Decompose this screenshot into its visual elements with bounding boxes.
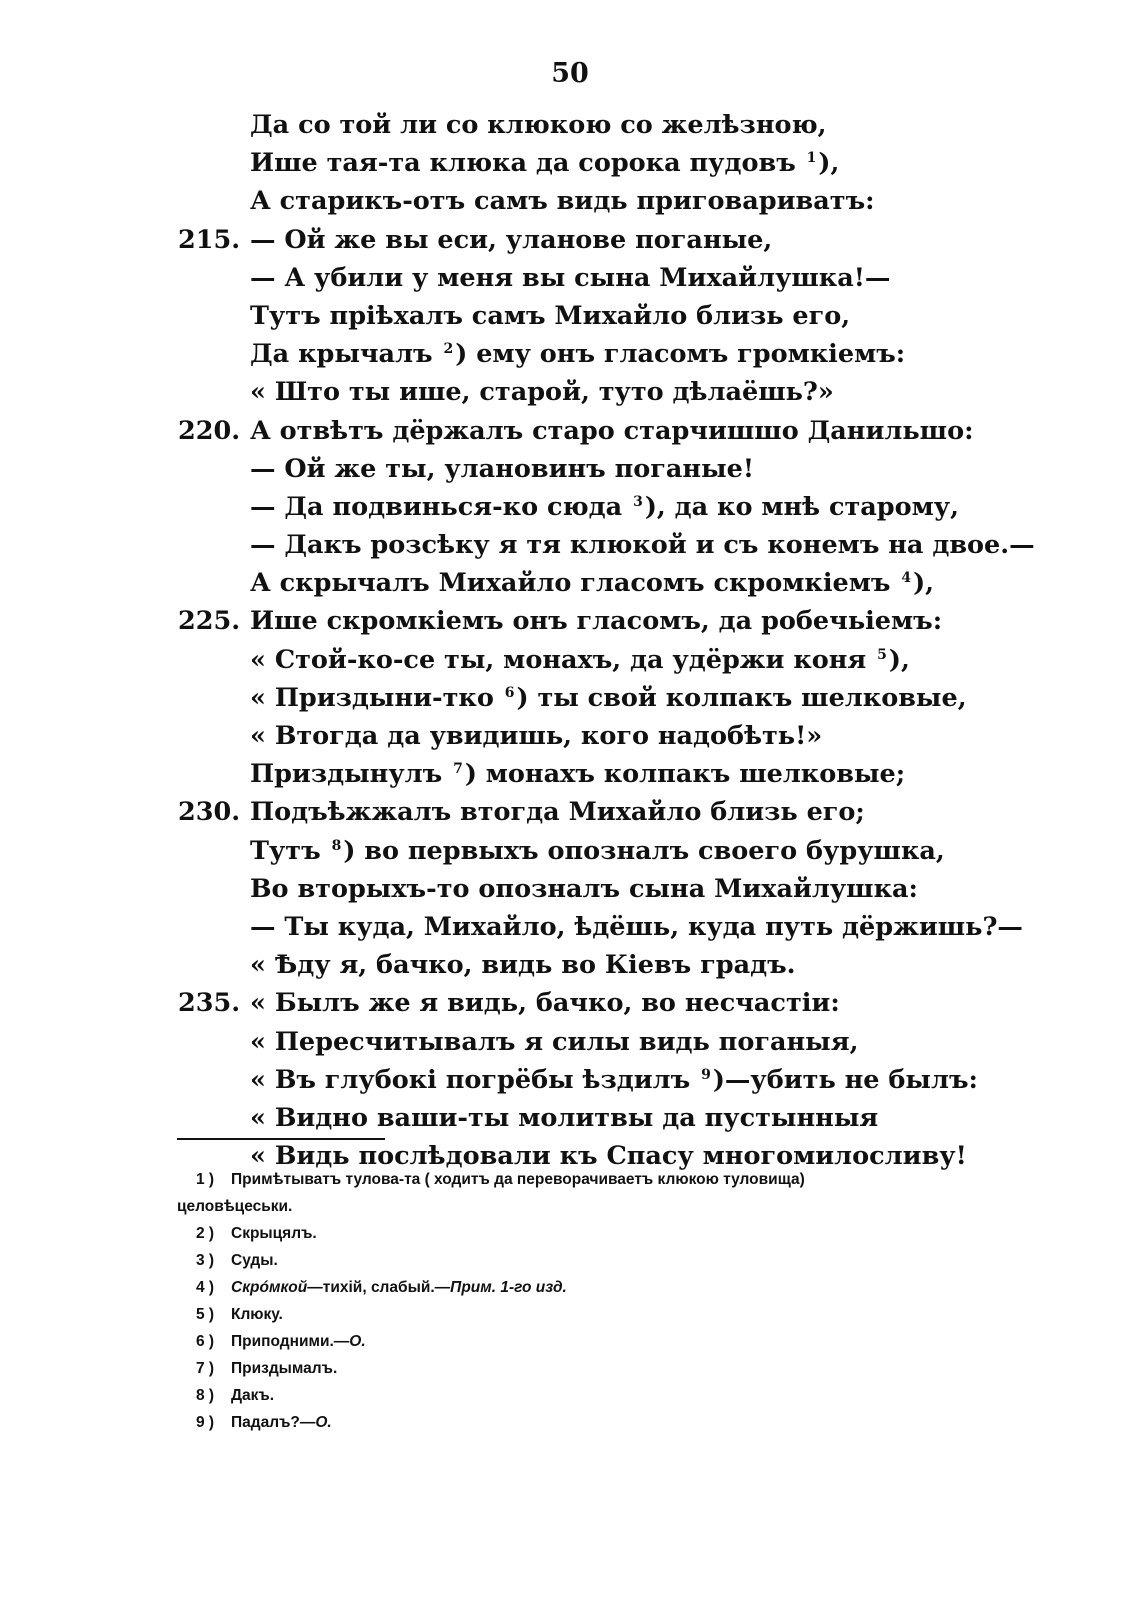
verse-text: « Стой-ко-се ты, монахъ, да удёржи коня $^5$), (250, 644, 910, 675)
footnote-text: Примѣтыватъ тулова-та ( ходитъ да переворачиваетъ клюкою туловища) (231, 1171, 805, 1188)
verse-text: « Былъ же я видь, бачко, во несчастiи: (250, 988, 840, 1019)
verse-text: « Пересчитывалъ я силы видь поганыя, (250, 1026, 859, 1057)
footnote-ref: 1 (806, 150, 817, 167)
footnote (0, 1274, 1140, 1301)
verse-text: « Видно ваши-ты молитвы да пустынныя (250, 1102, 879, 1133)
verse-text: Да крычалъ $^2$) ему онъ гласомъ громкiемъ: (250, 339, 906, 370)
verse-line (0, 1061, 1140, 1099)
verse-line (0, 832, 1140, 870)
footnote-ref: 4 (901, 570, 912, 587)
footnote-text: Падалъ?—О. (231, 1414, 332, 1431)
verse-line (0, 488, 1140, 526)
footnote-text: Дакъ. (231, 1387, 275, 1404)
verse-text: « Приздыни-тко $^6$) ты свой колпакъ шелковые, (250, 682, 967, 713)
verse-number: 230. (178, 797, 241, 828)
verse-line (0, 793, 1140, 831)
verse-line (0, 221, 1140, 259)
footnote-text: Суды. (231, 1252, 278, 1269)
footnote-marker: 5 ) (196, 1306, 215, 1323)
verse-line (0, 373, 1140, 411)
footnote-ref: 2 (443, 341, 454, 358)
footnote (0, 1301, 1140, 1328)
footnote-ref: 5 (877, 646, 887, 663)
footnote-marker: 6 ) (196, 1333, 215, 1350)
verse-text: — А убили у меня вы сына Михайлушка!— (250, 262, 891, 293)
verse-text: Ише скромкiемъ онъ гласомъ, да робечьiемъ: (250, 606, 943, 637)
footnote-text: Приздымалъ. (231, 1360, 338, 1377)
verse-text: « Што ты ише, старой, туто дѣлаёшь?» (250, 377, 834, 408)
footnote-marker: 4 ) (196, 1279, 215, 1296)
verse-number: 220. (178, 415, 241, 446)
verse-text: « Въ глубокi погрёбы ѣздилъ $^9$)—убить не былъ: (250, 1064, 978, 1095)
page-number: 50 (551, 58, 589, 89)
footnote-marker: 1 ) (196, 1171, 215, 1188)
verse-text: Во вторыхъ-то опозналъ сына Михайлушка: (250, 873, 918, 904)
footnote-marker: 7 ) (196, 1360, 215, 1377)
verse-number: 215. (178, 224, 241, 255)
verse-text: « Ѣду я, бачко, видь во Кiевъ градъ. (250, 950, 796, 981)
verse-line (0, 908, 1140, 946)
footnote-ref: 8 (331, 837, 342, 854)
footnote-marker: 8 ) (196, 1387, 215, 1404)
footnote (0, 1166, 1140, 1220)
verse-line (0, 946, 1140, 984)
footnote-separator (177, 1138, 385, 1140)
verse-text: — Дакъ розсѣку я тя клюкой и съ конемъ на двое.— (250, 530, 1035, 561)
footnote (0, 1328, 1140, 1355)
verse-line (0, 106, 1140, 144)
footnote (0, 1382, 1140, 1409)
footnote (0, 1220, 1140, 1247)
verse-text: — Ой же вы еси, уланове поганые, (250, 224, 773, 255)
verse-text: Ише тая-та клюка да сорока пудовъ $^1$), (250, 148, 840, 179)
verse-line (0, 1023, 1140, 1061)
verse-text: Да со той ли со клюкою со желѣзною, (250, 110, 827, 140)
verse-line (0, 335, 1140, 373)
verse-line (0, 755, 1140, 793)
verse-text: Подъѣжжалъ втогда Михайло близь его; (250, 797, 865, 828)
footnote-ref: 9 (701, 1066, 711, 1083)
verse-text: Тутъ прiѣхалъ самъ Михайло близь его, (250, 300, 851, 331)
footnote-text: Приподними.—О. (231, 1333, 366, 1350)
footnote-marker: 2 ) (196, 1225, 215, 1242)
verse-text: А старикъ-отъ самъ видь приговариватъ: (250, 186, 875, 217)
verse-line (0, 450, 1140, 488)
verse-line (0, 182, 1140, 220)
footnote-text: Клюку. (231, 1306, 283, 1323)
footnote (0, 1409, 1140, 1436)
verse-line (0, 259, 1140, 297)
verse-number: 235. (178, 988, 241, 1019)
verse-line (0, 984, 1140, 1022)
footnote-marker: 9 ) (196, 1414, 215, 1431)
verse-text: Тутъ $^8$) во первыхъ опозналъ своего бурушка, (250, 835, 945, 866)
footnote-ref: 7 (453, 761, 463, 778)
verse-text: Приздынулъ $^7$) монахъ колпакъ шелковые; (250, 759, 906, 790)
footnote-marker: 3 ) (196, 1252, 215, 1269)
footnote (0, 1247, 1140, 1274)
verse-text: — Ты куда, Михайло, ѣдёшь, куда путь дёржишь?— (250, 911, 1023, 942)
verse-line (0, 144, 1140, 182)
verse-number: 225. (178, 606, 241, 637)
verse-line (0, 717, 1140, 755)
verse-line (0, 564, 1140, 602)
verse-text: А отвѣтъ дёржалъ старо старчишшо Данильшо: (250, 415, 974, 446)
verse-text: А скрычалъ Михайло гласомъ скромкiемъ $^4$), (250, 568, 935, 599)
footnote-text: Скрóмкой—тихiй, слабый.—Прим. 1-го изд. (231, 1279, 567, 1296)
verse-text: — Ой же ты, улановинъ поганые! (250, 453, 755, 484)
verse-line (0, 641, 1140, 679)
footnote-text: Скрыцялъ. (231, 1225, 317, 1242)
verse-line (0, 679, 1140, 717)
verse-line (0, 602, 1140, 640)
verse-line (0, 297, 1140, 335)
footnote-continuation: целовѣцеськи. (177, 1198, 293, 1215)
verse-line (0, 412, 1140, 450)
verse-line (0, 870, 1140, 908)
footnote (0, 1355, 1140, 1382)
verse-text: « Втогда да увидишь, кого надобѣть!» (250, 721, 823, 751)
verse-line (0, 526, 1140, 564)
verse-text: — Да подвинься-ко сюда $^3$), да ко мнѣ старому, (250, 491, 959, 522)
footnote-ref: 3 (633, 493, 643, 510)
footnote-ref: 6 (504, 684, 515, 701)
verse-text: « Видь послѣдовали къ Спасу многомилосливу! (250, 1141, 967, 1172)
footnote-list (0, 1166, 1140, 1436)
verse-line (0, 1099, 1140, 1137)
verse-list (0, 106, 1140, 1175)
